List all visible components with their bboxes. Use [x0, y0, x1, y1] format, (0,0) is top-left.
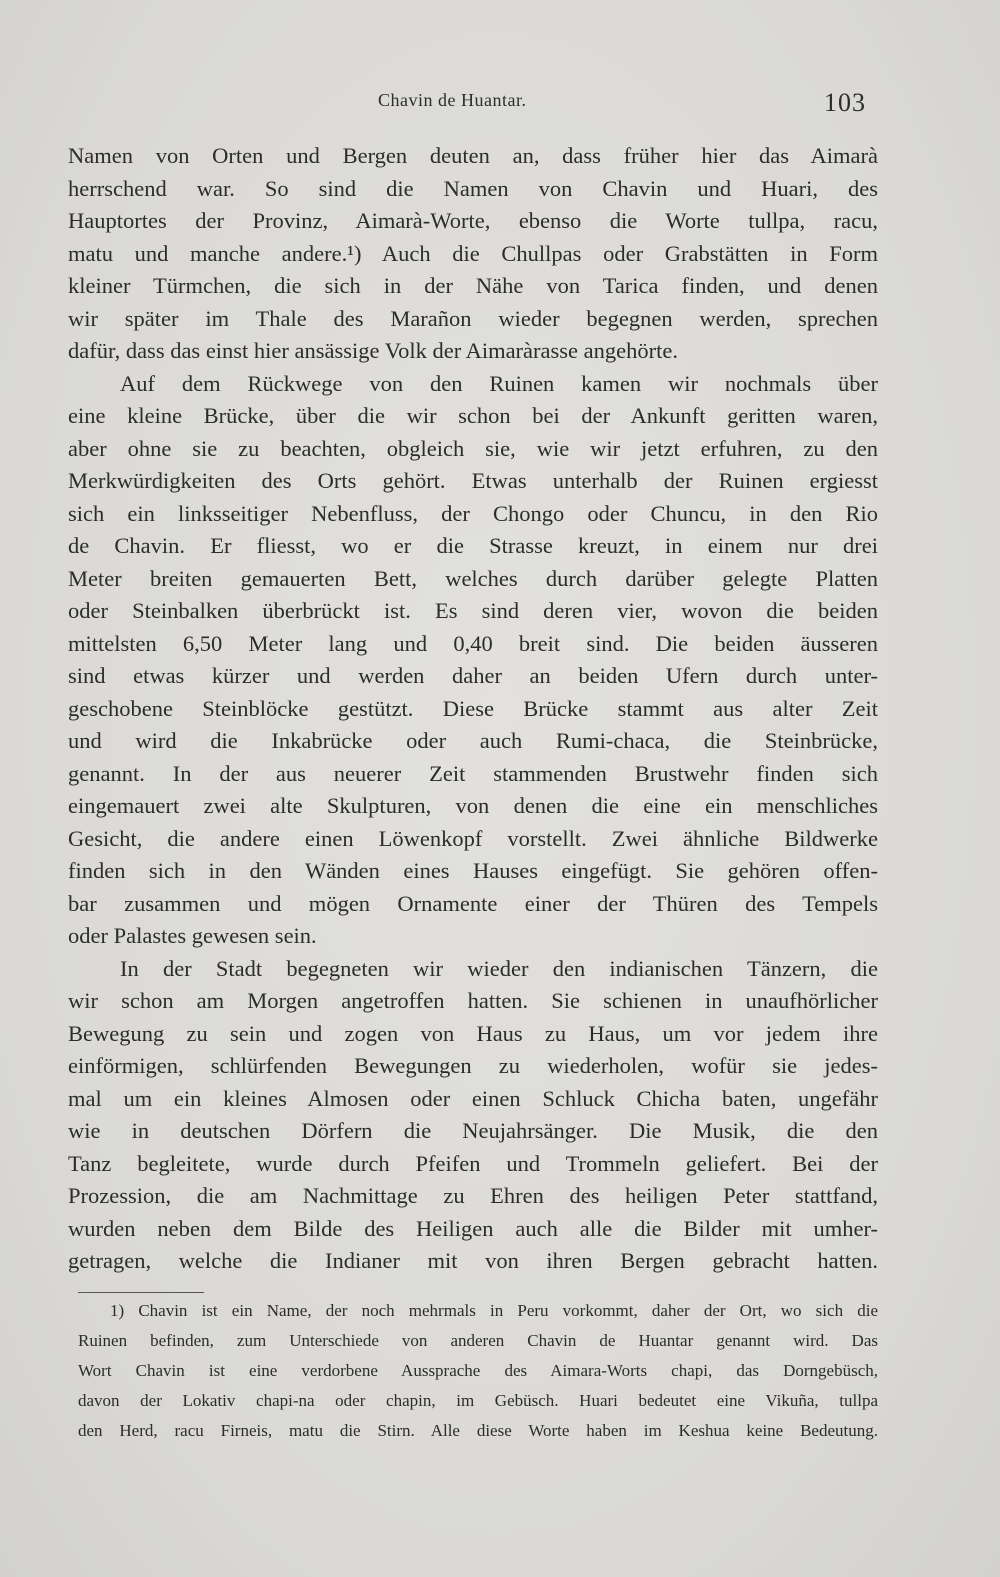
text-line: Gesicht, die andere einen Löwenkopf vorstellt. Zwei ähnliche Bildwerke: [68, 825, 878, 851]
text-line: Bewegung zu sein und zogen von Haus zu Haus, um vor jedem ihre: [68, 1020, 878, 1046]
text-line: Merkwürdigkeiten des Orts gehört. Etwas unterhalb der Ruinen ergiesst: [68, 468, 878, 493]
text-line: Hauptortes der Provinz, Aimarà-Worte, ebenso die Worte tullpa, racu,: [68, 208, 878, 233]
text-line: wir schon am Morgen angetroffen hatten. Sie schienen in unaufhörlicher: [68, 988, 878, 1013]
text-line: Meter breiten gemauerten Bett, welches durch darüber gelegte Platten: [68, 565, 878, 591]
text-line: sind etwas kürzer und werden daher an beiden Ufern durch unter-: [68, 663, 878, 688]
text-line: Auf dem Rückwege von den Ruinen kamen wir nochmals über: [120, 370, 878, 396]
main-text: [68, 140, 878, 1278]
text-line: kleiner Türmchen, die sich in der Nähe von Tarica finden, und denen: [68, 273, 878, 298]
text-line: mittelsten 6,50 Meter lang und 0,40 breit sind. Die beiden äusseren: [68, 630, 878, 656]
footnote-line: den Herd, racu Firneis, matu die Stirn. Alle diese Worte haben im Keshua keine Bedeutung.: [78, 1421, 878, 1440]
text-line: dafür, dass das einst hier ansässige Volk der Aimaràrasse angehörte.: [68, 338, 678, 363]
text-line: einförmigen, schlürfenden Bewegungen zu wiederholen, wofür sie jedes-: [68, 1053, 878, 1078]
text-line: geschobene Steinblöcke gestützt. Diese Brücke stammt aus alter Zeit: [68, 695, 878, 721]
page-header: [0, 88, 1000, 118]
footnote-line: Wort Chavin ist eine verdorbene Aussprache des Aimara-Worts chapi, das Dorngebüsch,: [78, 1361, 878, 1380]
footnote-divider: [78, 1292, 204, 1293]
text-line: genannt. In der aus neuerer Zeit stammenden Brustwehr finden sich: [68, 760, 878, 786]
page-number: 103: [824, 88, 866, 117]
text-line: Prozession, die am Nachmittage zu Ehren des heiligen Peter stattfand,: [68, 1183, 878, 1208]
text-line: wir später im Thale des Marañon wieder begegnen werden, sprechen: [68, 305, 878, 331]
text-line: oder Palastes gewesen sein.: [68, 923, 317, 948]
text-line: Namen von Orten und Bergen deuten an, dass früher hier das Aimarà: [68, 143, 878, 168]
footnotes: [78, 1296, 878, 1446]
text-line: mal um ein kleines Almosen oder einen Schluck Chicha baten, ungefähr: [68, 1085, 878, 1111]
text-line: de Chavin. Er fliesst, wo er die Strasse kreuzt, in einem nur drei: [68, 533, 878, 558]
text-line: sich ein linksseitiger Nebenfluss, der Chongo oder Chuncu, in den Rio: [68, 500, 878, 526]
text-line: eingemauert zwei alte Skulpturen, von denen die eine ein menschliches: [68, 793, 878, 818]
text-line: finden sich in den Wänden eines Hauses eingefügt. Sie gehören offen-: [68, 858, 878, 883]
running-title: Chavin de Huantar.: [378, 90, 527, 110]
text-line: und wird die Inkabrücke oder auch Rumi-chaca, die Steinbrücke,: [68, 728, 878, 753]
text-line: aber ohne sie zu beachten, obgleich sie, wie wir jetzt erfuhren, zu den: [68, 435, 878, 461]
text-line: wurden neben dem Bilde des Heiligen auch alle die Bilder mit umher-: [68, 1215, 878, 1241]
text-line: getragen, welche die Indianer mit von ihren Bergen gebracht hatten.: [68, 1248, 878, 1273]
footnote-line: 1) Chavin ist ein Name, der noch mehrmals in Peru vorkommt, daher der Ort, wo sich die: [110, 1301, 878, 1320]
text-line: eine kleine Brücke, über die wir schon bei der Ankunft geritten waren,: [68, 403, 878, 428]
text-line: bar zusammen und mögen Ornamente einer der Thüren des Tempels: [68, 890, 878, 916]
text-line: oder Steinbalken überbrückt ist. Es sind deren vier, wovon die beiden: [68, 598, 878, 623]
text-line: In der Stadt begegneten wir wieder den indianischen Tänzern, die: [120, 955, 878, 981]
text-line: herrschend war. So sind die Namen von Chavin und Huari, des: [68, 175, 878, 201]
footnote-line: Ruinen befinden, zum Unterschiede von anderen Chavin de Huantar genannt wird. Das: [78, 1331, 878, 1350]
footnote-line: davon der Lokativ chapi-na oder chapin, im Gebüsch. Huari bedeutet eine Vikuña, tullpa: [78, 1391, 878, 1410]
text-line: matu und manche andere.¹) Auch die Chullpas oder Grabstätten in Form: [68, 240, 878, 266]
text-line: Tanz begleitete, wurde durch Pfeifen und Trommeln geliefert. Bei der: [68, 1150, 878, 1176]
text-line: wie in deutschen Dörfern die Neujahrsänger. Die Musik, die den: [68, 1118, 878, 1143]
